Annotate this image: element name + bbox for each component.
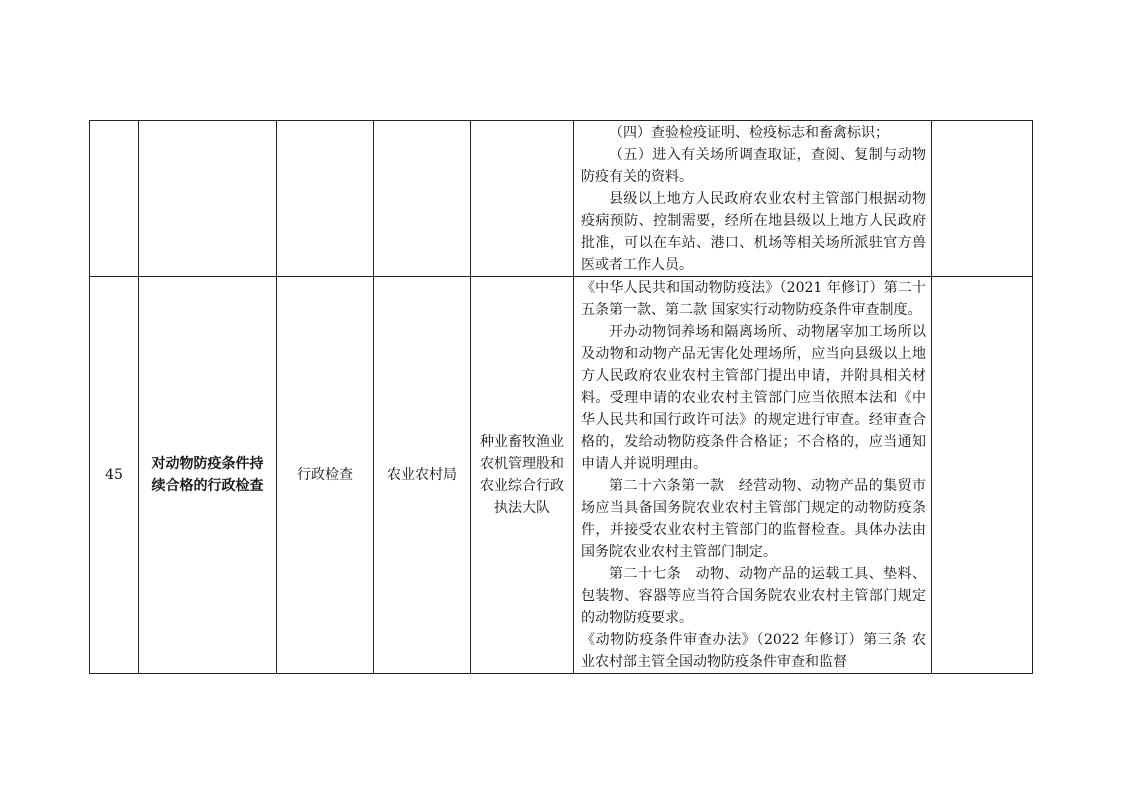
basis-paragraph: 第二十六条第一款 经营动物、动物产品的集贸市场应当具备国务院农业农村主管部门规定的动物防疫条件，并接受农业农村主管部门的监督检查。具体办法由国务院农业农村主管部门制定。	[581, 478, 926, 560]
basis-paragraph: 第二十七条 动物、动物产品的运载工具、垫料、包装物、容器等应当符合国务院农业农村主管部门规定的动物防疫要求。	[581, 566, 926, 626]
legal-basis	[574, 121, 932, 277]
remark	[932, 277, 1033, 674]
basis-paragraph: 开办动物饲养场和隔离场所、动物屠宰加工场所以及动物和动物产品无害化处理场所，应当向县级以上地方人民政府农业农村主管部门提出申请，并附具相关材料。受理申请的农业农村主管部门应当依照本法和《中华人民共和国行政许可法》的规定进行审查。经审查合格的，发给动物防疫条件合格证；不合格的，应当通知申请人并说明理由。	[581, 324, 926, 472]
legal-basis	[574, 277, 932, 674]
authority	[374, 121, 471, 277]
row-number	[90, 121, 139, 277]
department	[471, 121, 574, 277]
table-row	[90, 277, 1033, 674]
item-name	[139, 121, 277, 277]
inspection-table	[89, 120, 1033, 674]
item-name: 对动物防疫条件持续合格的行政检查	[139, 277, 277, 674]
basis-paragraph: 县级以上地方人民政府农业农村主管部门根据动物疫病预防、控制需要，经所在地县级以上地方人民政府批准，可以在车站、港口、机场等相关场所派驻官方兽医或者工作人员。	[581, 191, 926, 273]
department: 种业畜牧渔业农机管理股和农业综合行政执法大队	[471, 277, 574, 674]
table-row	[90, 121, 1033, 277]
basis-paragraph: （四）查验检疫证明、检疫标志和畜禽标识；	[609, 125, 889, 141]
authority: 农业农村局	[374, 277, 471, 674]
basis-paragraph: 《动物防疫条件审查办法》（2022 年修订）第三条 农业农村部主管全国动物防疫条件审查和监督	[581, 632, 926, 670]
remark	[932, 121, 1033, 277]
item-type	[277, 121, 374, 277]
basis-paragraph: （五）进入有关场所调查取证，查阅、复制与动物防疫有关的资料。	[581, 147, 926, 185]
row-number: 45	[90, 277, 139, 674]
basis-paragraph: 《中华人民共和国动物防疫法》（2021 年修订）第二十五条第一款、第二款 国家实行动物防疫条件审查制度。	[581, 280, 926, 318]
item-type: 行政检查	[277, 277, 374, 674]
